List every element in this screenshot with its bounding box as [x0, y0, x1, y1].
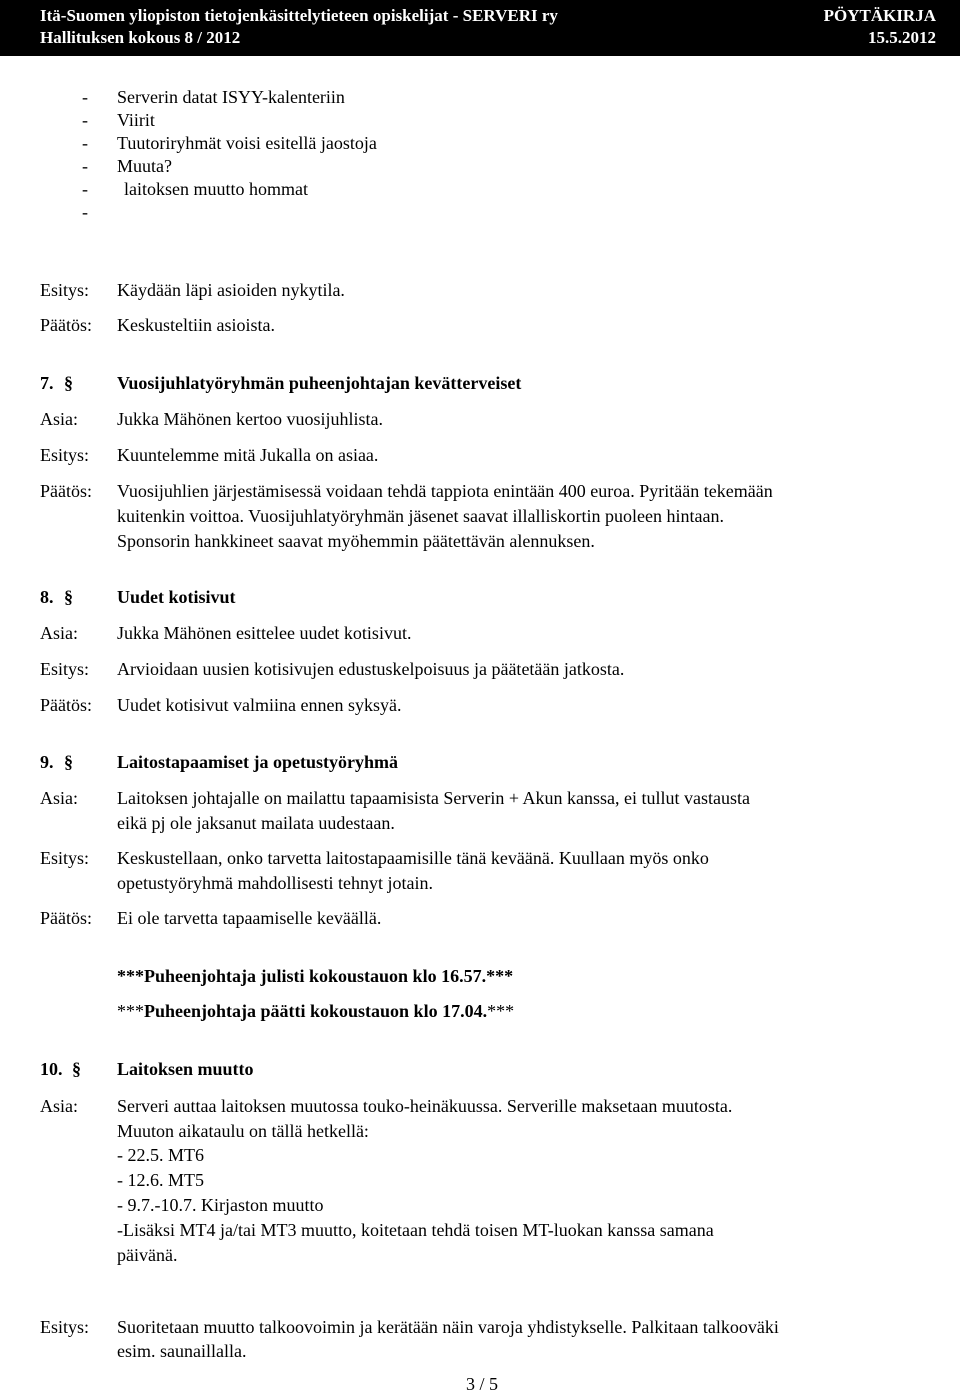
- bullet-dash: -: [82, 202, 88, 222]
- section-9-esitys-line: Keskustellaan, onko tarvetta laitostapaamisille tänä keväänä. Kuullaan myös onko: [117, 848, 709, 868]
- section-9-number: 9.: [40, 752, 54, 772]
- section-10-asia-line: - 22.5. MT6: [117, 1145, 204, 1165]
- section-10-esitys-line: Suoritetaan muutto talkoovoimin ja kerätään näin varoja yhdistykselle. Palkitaan talkooväki: [117, 1317, 779, 1337]
- list-item: Serverin datat ISYY-kalenteriin: [117, 87, 345, 107]
- document-header: [0, 0, 960, 56]
- esitys-label: Esitys:: [40, 1317, 90, 1337]
- end-notice-text: Puheenjohtaja päätti kokoustauon klo 17.04.: [144, 1001, 488, 1021]
- organization-name: Itä-Suomen yliopiston tietojenkäsittelytieteen opiskelijat - SERVERI ry: [40, 6, 558, 25]
- section-9-title: Laitostapaamiset ja opetustyöryhmä: [117, 752, 398, 772]
- asia-label: Asia:: [40, 409, 78, 429]
- bullet-dash: -: [82, 133, 88, 153]
- section-10-asia-line: Serveri auttaa laitoksen muutossa touko-heinäkuussa. Serverille maksetaan muutosta.: [117, 1096, 733, 1116]
- section-7-esitys: Kuuntelemme mitä Jukalla on asiaa.: [117, 445, 379, 465]
- section-10-asia-line: päivänä.: [117, 1245, 178, 1265]
- document-type: PÖYTÄKIRJA: [823, 6, 936, 25]
- section-7-paatos-line: Vuosijuhlien järjestämisessä voidaan tehdä tappiota enintään 400 euroa. Pyritään tekemään: [117, 481, 773, 501]
- esitys-label: Esitys:: [40, 848, 90, 868]
- section-9-paatos: Ei ole tarvetta tapaamiselle keväällä.: [117, 908, 382, 928]
- section-mark: §: [72, 1059, 81, 1079]
- section-mark: §: [64, 752, 73, 772]
- bullet-dash: -: [82, 179, 88, 199]
- list-item: Tuutoriryhmät voisi esitellä jaostoja: [117, 133, 377, 153]
- section-9-asia-line: Laitoksen johtajalle on mailattu tapaamisista Serverin + Akun kanssa, ei tullut vastausta: [117, 788, 751, 808]
- section-10-asia-line: - 9.7.-10.7. Kirjaston muutto: [117, 1195, 324, 1215]
- section-9-esitys-line: opetustyöryhmä mahdollisesti tehnyt jotain.: [117, 873, 433, 893]
- section-mark: §: [64, 373, 73, 393]
- paatos-label: Päätös:: [40, 315, 92, 335]
- section-10-asia-line: - 12.6. MT5: [117, 1170, 204, 1190]
- esitys-label: Esitys:: [40, 659, 90, 679]
- section-7-title: Vuosijuhlatyöryhmän puheenjohtajan kevätterveiset: [117, 373, 522, 393]
- pause-notice: ***Puheenjohtaja julisti kokoustauon klo 16.57.***: [117, 966, 514, 986]
- intro-paatos-text: Keskusteltiin asioista.: [117, 315, 275, 335]
- section-8-esitys: Arvioidaan uusien kotisivujen edustuskelpoisuus ja päätetään jatkosta.: [117, 659, 625, 679]
- list-item: Viirit: [117, 110, 155, 130]
- section-mark: §: [64, 587, 73, 607]
- meeting-name: Hallituksen kokous 8 / 2012: [40, 28, 241, 47]
- section-7-number: 7.: [40, 373, 54, 393]
- bullet-dash: -: [82, 87, 88, 107]
- section-8-title: Uudet kotisivut: [117, 587, 236, 607]
- meeting-date: 15.5.2012: [868, 28, 936, 47]
- end-notice-stars-open: ***: [117, 1001, 144, 1021]
- asia-label: Asia:: [40, 623, 78, 643]
- section-8-number: 8.: [40, 587, 54, 607]
- section-10-asia-line: Muuton aikataulu on tällä hetkellä:: [117, 1121, 369, 1141]
- section-8-asia: Jukka Mähönen esittelee uudet kotisivut.: [117, 623, 412, 643]
- section-10-title: Laitoksen muutto: [117, 1059, 254, 1079]
- page-number: 3 / 5: [466, 1374, 499, 1394]
- paatos-label: Päätös:: [40, 695, 92, 715]
- bullet-dash: -: [82, 156, 88, 176]
- paatos-label: Päätös:: [40, 481, 92, 501]
- paatos-label: Päätös:: [40, 908, 92, 928]
- asia-label: Asia:: [40, 788, 78, 808]
- section-10-number: 10.: [40, 1059, 63, 1079]
- list-item: laitoksen muutto hommat: [124, 179, 308, 199]
- section-10-esitys-line: esim. saunaillalla.: [117, 1341, 247, 1361]
- list-item: Muuta?: [117, 156, 172, 176]
- esitys-label: Esitys:: [40, 445, 90, 465]
- end-notice-stars-close: ***: [487, 1001, 515, 1021]
- intro-esitys-text: Käydään läpi asioiden nykytila.: [117, 280, 345, 300]
- bullet-dash: -: [82, 110, 88, 130]
- esitys-label: Esitys:: [40, 280, 90, 300]
- section-8-paatos: Uudet kotisivut valmiina ennen syksyä.: [117, 695, 402, 715]
- section-10-asia-line: -Lisäksi MT4 ja/tai MT3 muutto, koitetaan tehdä toisen MT-luokan kanssa samana: [117, 1220, 714, 1240]
- section-7-paatos-line: kuitenkin voittoa. Vuosijuhlatyöryhmän jäsenet saavat illalliskortin puoleen hintaan.: [117, 506, 724, 526]
- end-notice: [117, 999, 514, 1023]
- section-7-paatos-line: Sponsorin hankkineet saavat myöhemmin päätettävän alennuksen.: [117, 531, 595, 551]
- asia-label: Asia:: [40, 1096, 78, 1116]
- section-9-asia-line: eikä pj ole jaksanut mailata uudestaan.: [117, 813, 395, 833]
- section-7-asia: Jukka Mähönen kertoo vuosijuhlista.: [117, 409, 383, 429]
